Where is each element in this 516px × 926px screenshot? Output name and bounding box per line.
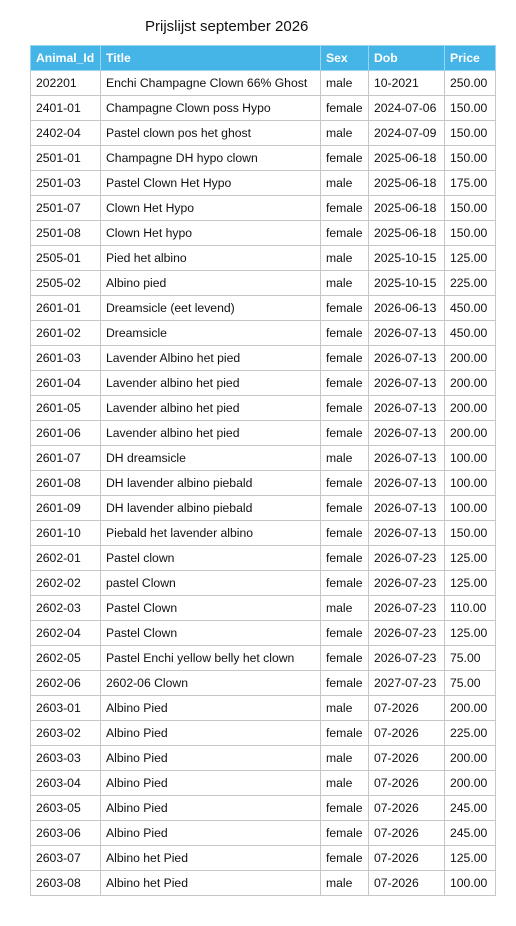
table-header-row <box>31 46 496 71</box>
title-cell: Albino pied <box>101 271 321 296</box>
sex-cell: female <box>321 821 369 846</box>
animal-id-cell: 2603-07 <box>31 846 101 871</box>
column-header-animal-id: Animal_Id <box>31 46 101 71</box>
animal-id-cell: 2501-03 <box>31 171 101 196</box>
title-cell: Dreamsicle (eet levend) <box>101 296 321 321</box>
animal-id-cell: 2603-08 <box>31 871 101 896</box>
price-cell: 125.00 <box>445 846 496 871</box>
dob-cell: 2025-06-18 <box>369 196 445 221</box>
animal-id-cell: 2602-05 <box>31 646 101 671</box>
title-cell: Piebald het lavender albino <box>101 521 321 546</box>
table-row <box>31 346 496 371</box>
price-cell: 100.00 <box>445 446 496 471</box>
animal-id-cell: 2601-04 <box>31 371 101 396</box>
table-row <box>31 396 496 421</box>
title-cell: Pastel Clown Het Hypo <box>101 171 321 196</box>
price-cell: 245.00 <box>445 796 496 821</box>
animal-id-cell: 2601-09 <box>31 496 101 521</box>
price-cell: 100.00 <box>445 496 496 521</box>
dob-cell: 07-2026 <box>369 696 445 721</box>
sex-cell: female <box>321 296 369 321</box>
sex-cell: female <box>321 196 369 221</box>
dob-cell: 2026-07-13 <box>369 421 445 446</box>
sex-cell: female <box>321 496 369 521</box>
column-header-dob: Dob <box>369 46 445 71</box>
sex-cell: female <box>321 346 369 371</box>
price-cell: 150.00 <box>445 521 496 546</box>
dob-cell: 2024-07-06 <box>369 96 445 121</box>
table-row <box>31 421 496 446</box>
sex-cell: female <box>321 546 369 571</box>
animal-id-cell: 2603-03 <box>31 746 101 771</box>
dob-cell: 2026-07-23 <box>369 546 445 571</box>
title-cell: Champagne DH hypo clown <box>101 146 321 171</box>
table-row <box>31 846 496 871</box>
title-cell: Albino Pied <box>101 746 321 771</box>
price-cell: 125.00 <box>445 546 496 571</box>
dob-cell: 07-2026 <box>369 821 445 846</box>
table-body <box>31 71 496 896</box>
table-row <box>31 596 496 621</box>
dob-cell: 2026-07-13 <box>369 396 445 421</box>
table-row <box>31 146 496 171</box>
price-cell: 200.00 <box>445 696 496 721</box>
table-row <box>31 746 496 771</box>
title-cell: Pastel Clown <box>101 621 321 646</box>
animal-id-cell: 2402-04 <box>31 121 101 146</box>
animal-id-cell: 2601-05 <box>31 396 101 421</box>
table-row <box>31 96 496 121</box>
dob-cell: 07-2026 <box>369 771 445 796</box>
table-row <box>31 71 496 96</box>
animal-id-cell: 2505-02 <box>31 271 101 296</box>
table-row <box>31 371 496 396</box>
dob-cell: 2025-06-18 <box>369 146 445 171</box>
animal-id-cell: 2603-05 <box>31 796 101 821</box>
sex-cell: female <box>321 421 369 446</box>
sex-cell: male <box>321 246 369 271</box>
sex-cell: female <box>321 671 369 696</box>
title-cell: Clown Het hypo <box>101 221 321 246</box>
table-row <box>31 271 496 296</box>
sex-cell: male <box>321 71 369 96</box>
title-cell: Albino Pied <box>101 821 321 846</box>
animal-id-cell: 2501-07 <box>31 196 101 221</box>
table-row <box>31 771 496 796</box>
title-cell: Albino het Pied <box>101 871 321 896</box>
table-row <box>31 646 496 671</box>
price-cell: 125.00 <box>445 571 496 596</box>
table-row <box>31 471 496 496</box>
title-cell: Lavender albino het pied <box>101 421 321 446</box>
title-cell: Enchi Champagne Clown 66% Ghost <box>101 71 321 96</box>
animal-id-cell: 2603-01 <box>31 696 101 721</box>
animal-id-cell: 2602-02 <box>31 571 101 596</box>
title-cell: Albino Pied <box>101 721 321 746</box>
dob-cell: 2026-06-13 <box>369 296 445 321</box>
table-row <box>31 296 496 321</box>
sex-cell: male <box>321 746 369 771</box>
sex-cell: female <box>321 571 369 596</box>
dob-cell: 2026-07-13 <box>369 446 445 471</box>
price-cell: 150.00 <box>445 96 496 121</box>
price-cell: 200.00 <box>445 346 496 371</box>
title-cell: Pastel clown pos het ghost <box>101 121 321 146</box>
sex-cell: female <box>321 96 369 121</box>
dob-cell: 2025-10-15 <box>369 246 445 271</box>
title-cell: Pied het albino <box>101 246 321 271</box>
title-cell: Pastel Enchi yellow belly het clown <box>101 646 321 671</box>
sex-cell: female <box>321 621 369 646</box>
sex-cell: male <box>321 596 369 621</box>
dob-cell: 2026-07-13 <box>369 346 445 371</box>
sex-cell: female <box>321 521 369 546</box>
title-cell: Pastel Clown <box>101 596 321 621</box>
animal-id-cell: 2603-02 <box>31 721 101 746</box>
table-row <box>31 721 496 746</box>
dob-cell: 2026-07-13 <box>369 471 445 496</box>
animal-id-cell: 2601-02 <box>31 321 101 346</box>
table-row <box>31 196 496 221</box>
title-cell: DH lavender albino piebald <box>101 471 321 496</box>
title-cell: 2602-06 Clown <box>101 671 321 696</box>
price-cell: 450.00 <box>445 321 496 346</box>
sex-cell: male <box>321 696 369 721</box>
table-row <box>31 121 496 146</box>
title-cell: Lavender Albino het pied <box>101 346 321 371</box>
price-cell: 100.00 <box>445 871 496 896</box>
price-cell: 225.00 <box>445 721 496 746</box>
price-cell: 100.00 <box>445 471 496 496</box>
price-cell: 75.00 <box>445 671 496 696</box>
animal-id-cell: 2603-04 <box>31 771 101 796</box>
title-cell: Champagne Clown poss Hypo <box>101 96 321 121</box>
dob-cell: 2025-06-18 <box>369 171 445 196</box>
dob-cell: 07-2026 <box>369 721 445 746</box>
dob-cell: 2026-07-23 <box>369 596 445 621</box>
table-row <box>31 446 496 471</box>
animal-id-cell: 2505-01 <box>31 246 101 271</box>
table-row <box>31 671 496 696</box>
price-cell: 175.00 <box>445 171 496 196</box>
price-cell: 110.00 <box>445 596 496 621</box>
table-row <box>31 496 496 521</box>
title-cell: Lavender albino het pied <box>101 371 321 396</box>
dob-cell: 2026-07-23 <box>369 571 445 596</box>
title-cell: Albino het Pied <box>101 846 321 871</box>
sex-cell: female <box>321 796 369 821</box>
price-table <box>30 45 496 896</box>
table-row <box>31 221 496 246</box>
price-cell: 250.00 <box>445 71 496 96</box>
sex-cell: male <box>321 271 369 296</box>
animal-id-cell: 2401-01 <box>31 96 101 121</box>
sex-cell: male <box>321 121 369 146</box>
table-row <box>31 321 496 346</box>
dob-cell: 07-2026 <box>369 871 445 896</box>
table-row <box>31 571 496 596</box>
animal-id-cell: 2601-08 <box>31 471 101 496</box>
animal-id-cell: 2602-06 <box>31 671 101 696</box>
table-row <box>31 821 496 846</box>
title-cell: Albino Pied <box>101 696 321 721</box>
price-cell: 150.00 <box>445 121 496 146</box>
animal-id-cell: 2601-01 <box>31 296 101 321</box>
price-cell: 75.00 <box>445 646 496 671</box>
sex-cell: female <box>321 846 369 871</box>
table-row <box>31 871 496 896</box>
animal-id-cell: 2601-06 <box>31 421 101 446</box>
title-cell: Albino Pied <box>101 771 321 796</box>
title-cell: Lavender albino het pied <box>101 396 321 421</box>
dob-cell: 2026-07-13 <box>369 521 445 546</box>
dob-cell: 2027-07-23 <box>369 671 445 696</box>
table-row <box>31 171 496 196</box>
price-cell: 450.00 <box>445 296 496 321</box>
sex-cell: male <box>321 171 369 196</box>
price-cell: 200.00 <box>445 421 496 446</box>
sex-cell: male <box>321 446 369 471</box>
price-cell: 200.00 <box>445 771 496 796</box>
table-row <box>31 796 496 821</box>
table-row <box>31 521 496 546</box>
animal-id-cell: 2601-07 <box>31 446 101 471</box>
price-cell: 125.00 <box>445 621 496 646</box>
title-cell: DH dreamsicle <box>101 446 321 471</box>
dob-cell: 2026-07-13 <box>369 496 445 521</box>
price-cell: 200.00 <box>445 396 496 421</box>
title-cell: pastel Clown <box>101 571 321 596</box>
table-row <box>31 546 496 571</box>
price-cell: 150.00 <box>445 196 496 221</box>
table-row <box>31 621 496 646</box>
column-header-sex: Sex <box>321 46 369 71</box>
animal-id-cell: 2501-01 <box>31 146 101 171</box>
title-cell: DH lavender albino piebald <box>101 496 321 521</box>
animal-id-cell: 2602-03 <box>31 596 101 621</box>
dob-cell: 2026-07-13 <box>369 321 445 346</box>
dob-cell: 2026-07-13 <box>369 371 445 396</box>
table-row <box>31 696 496 721</box>
sex-cell: female <box>321 396 369 421</box>
animal-id-cell: 2501-08 <box>31 221 101 246</box>
price-cell: 200.00 <box>445 371 496 396</box>
sex-cell: female <box>321 646 369 671</box>
dob-cell: 07-2026 <box>369 846 445 871</box>
price-cell: 200.00 <box>445 746 496 771</box>
title-cell: Dreamsicle <box>101 321 321 346</box>
table-row <box>31 246 496 271</box>
page-title: Prijslijst september 2026 <box>145 18 309 35</box>
sex-cell: female <box>321 371 369 396</box>
sex-cell: female <box>321 471 369 496</box>
column-header-price: Price <box>445 46 496 71</box>
animal-id-cell: 2602-01 <box>31 546 101 571</box>
dob-cell: 07-2026 <box>369 746 445 771</box>
column-header-title: Title <box>101 46 321 71</box>
price-cell: 125.00 <box>445 246 496 271</box>
dob-cell: 2026-07-23 <box>369 646 445 671</box>
dob-cell: 2024-07-09 <box>369 121 445 146</box>
animal-id-cell: 2601-03 <box>31 346 101 371</box>
sex-cell: female <box>321 221 369 246</box>
title-cell: Albino Pied <box>101 796 321 821</box>
sex-cell: male <box>321 771 369 796</box>
price-cell: 245.00 <box>445 821 496 846</box>
animal-id-cell: 2603-06 <box>31 821 101 846</box>
dob-cell: 07-2026 <box>369 796 445 821</box>
animal-id-cell: 2601-10 <box>31 521 101 546</box>
title-cell: Clown Het Hypo <box>101 196 321 221</box>
animal-id-cell: 2602-04 <box>31 621 101 646</box>
dob-cell: 2025-10-15 <box>369 271 445 296</box>
price-cell: 150.00 <box>445 146 496 171</box>
sex-cell: female <box>321 721 369 746</box>
price-cell: 225.00 <box>445 271 496 296</box>
sex-cell: female <box>321 321 369 346</box>
dob-cell: 10-2021 <box>369 71 445 96</box>
sex-cell: female <box>321 146 369 171</box>
price-cell: 150.00 <box>445 221 496 246</box>
dob-cell: 2025-06-18 <box>369 221 445 246</box>
sex-cell: male <box>321 871 369 896</box>
animal-id-cell: 202201 <box>31 71 101 96</box>
title-cell: Pastel clown <box>101 546 321 571</box>
dob-cell: 2026-07-23 <box>369 621 445 646</box>
